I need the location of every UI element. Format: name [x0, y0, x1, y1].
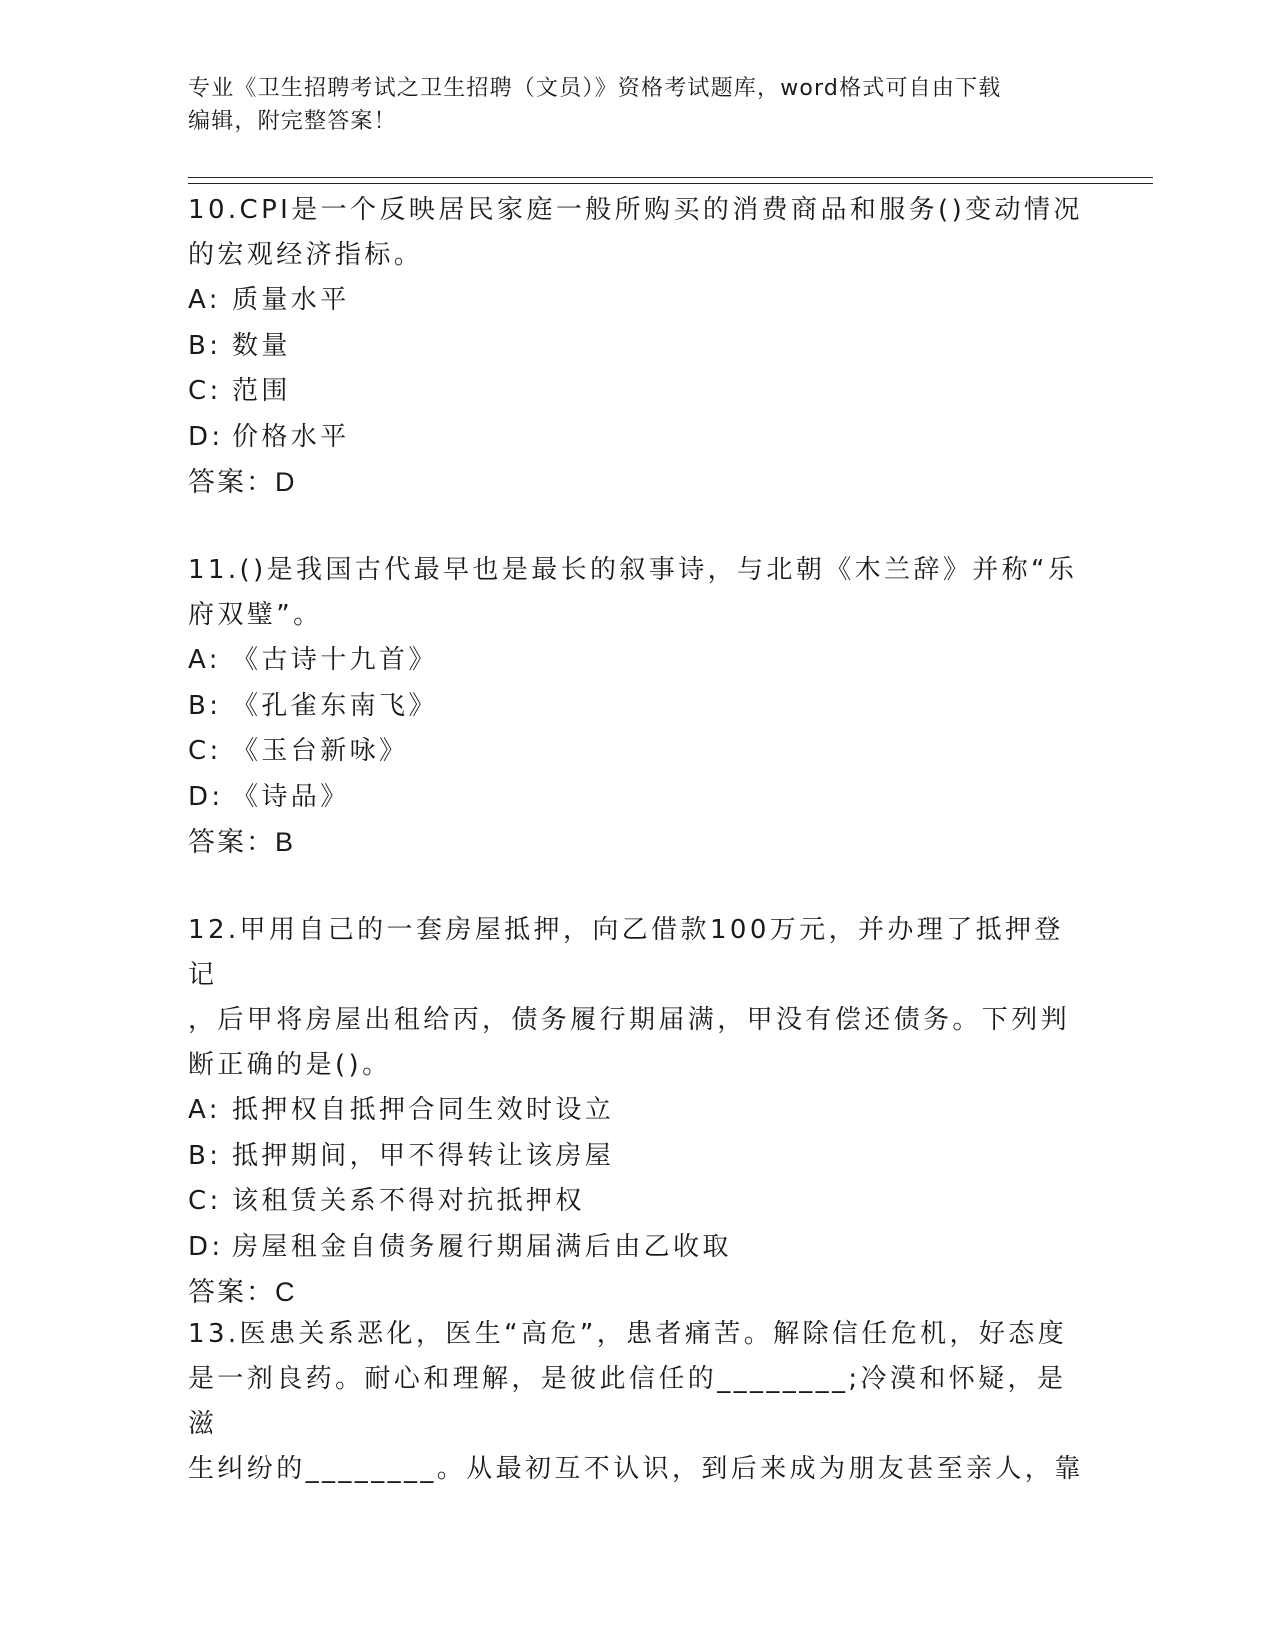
- option-text: 抵押权自抵押合同生效时设立: [232, 1095, 615, 1125]
- option-text: 《孔雀东南飞》: [232, 690, 438, 721]
- header-line-2: 编辑，附完整答案！: [188, 109, 397, 134]
- option-key: C:: [188, 376, 222, 406]
- option-key: A:: [188, 285, 221, 315]
- question-stem-line: 10.CPI是一个反映居民家庭一般所购买的消费商品和服务()变动情况: [188, 195, 1083, 225]
- option-key: C:: [188, 1186, 222, 1216]
- option-text: 房屋租金自债务履行期届满后由乙收取: [232, 1231, 732, 1262]
- question-12: [188, 908, 1088, 1315]
- option-text: 价格水平: [232, 421, 350, 452]
- option-text: 抵押期间，甲不得转让该房屋: [232, 1140, 615, 1171]
- question-stem-line: 断正确的是()。: [188, 1050, 392, 1080]
- option-key: D:: [188, 781, 224, 812]
- option-d: [188, 415, 1088, 461]
- option-text: 《玉台新咏》: [232, 736, 409, 766]
- option-b: [188, 324, 1088, 370]
- option-c: [188, 729, 1088, 775]
- option-text: 该租赁关系不得对抗抵押权: [232, 1186, 585, 1216]
- option-key: D:: [188, 1231, 224, 1262]
- option-text: 质量水平: [232, 285, 350, 315]
- option-key: B:: [188, 1140, 222, 1171]
- option-b: [188, 684, 1088, 730]
- option-key: D:: [188, 421, 224, 452]
- option-a: [188, 278, 1088, 324]
- question-stem-line: ，后甲将房屋出租给丙，债务履行期届满，甲没有偿还债务。下列判: [188, 1005, 1071, 1035]
- document-header: [188, 72, 1068, 138]
- answer: 答案：B: [188, 827, 296, 857]
- question-stem-line: 11.()是我国古代最早也是最长的叙事诗，与北朝《木兰辞》并称“乐: [188, 555, 1078, 585]
- option-key: C:: [188, 736, 222, 766]
- answer: 答案：D: [188, 467, 297, 497]
- option-key: A:: [188, 1095, 221, 1125]
- option-d: [188, 1225, 1088, 1271]
- option-key: B:: [188, 330, 222, 361]
- option-c: [188, 1179, 1088, 1225]
- option-b: [188, 1134, 1088, 1180]
- question-11: [188, 548, 1088, 865]
- option-text: 《古诗十九首》: [232, 645, 438, 675]
- question-stem-line: 的宏观经济指标。: [188, 240, 424, 270]
- option-a: [188, 638, 1088, 684]
- question-stem-line: 是一剂良药。耐心和理解，是彼此信任的________;冷漠和怀疑，是滋: [188, 1364, 1067, 1439]
- question-stem-line: 生纠纷的________。从最初互不认识，到后来成为朋友甚至亲人，靠: [188, 1454, 1084, 1484]
- question-10: [188, 188, 1088, 505]
- question-stem-line: 府双璧”。: [188, 600, 323, 630]
- option-d: [188, 775, 1088, 821]
- question-stem-line: 13.医患关系恶化，医生“高危”，患者痛苦。解除信任危机，好态度: [188, 1319, 1068, 1349]
- header-line-1: 专业《卫生招聘考试之卫生招聘（文员）》资格考试题库，word格式可自由下载: [188, 76, 1002, 101]
- question-stem-line: 12.甲用自己的一套房屋抵押，向乙借款100万元，并办理了抵押登记: [188, 915, 1064, 990]
- option-c: [188, 369, 1088, 415]
- question-13: [188, 1312, 1088, 1492]
- option-key: B:: [188, 690, 222, 721]
- header-divider-top: [188, 177, 1153, 178]
- option-text: 数量: [232, 330, 291, 361]
- option-key: A:: [188, 645, 221, 675]
- option-text: 范围: [232, 376, 291, 406]
- answer: 答案：C: [188, 1277, 297, 1307]
- option-text: 《诗品》: [232, 781, 350, 812]
- header-divider-bottom: [188, 183, 1153, 184]
- option-a: [188, 1088, 1088, 1134]
